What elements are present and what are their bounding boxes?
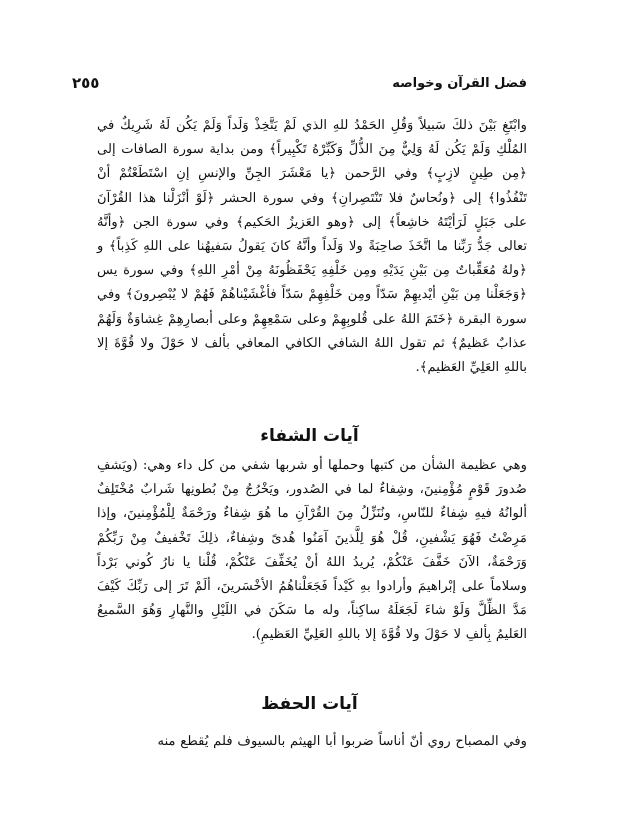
paragraph-1: وابْتَغِ بَيْنَ ذلكَ سَبيلاً وَقُلِ الحَمْدُ للهِ الذي لَمْ يَتَّخِذْ وَلَداً وَلَمْ يَكُن لَهُ شَرِيكٌ في المُلْكِ وَلَمْ يَكُن لَهُ وَلِيٌّ مِنَ الذُّلِّ وَكَبِّرْهُ تَكْبِيراً﴾ ومن بداية سورة الصافات إلى ﴿مِن طِينٍ لازِبٍ﴾ وفي الرَّحمن ﴿يا مَعْشَرَ الجِنِّ والإنسِ إنِ اسْتَطَعْتُمْ أنْ تَنْفُذُوا﴾ إلى ﴿ونُحاسٌ فلا تَنْتَصِرانِ﴾ وفي سورة الحشر ﴿لَوْ أنْزَلْنا هذا القُرْآنَ على جَبَلٍ لَرَأيْتَهُ خاشِعاً﴾ إلى ﴿وهو العَزيزُ الحَكيم﴾ وفي سورة الجن ﴿وأنَّهُ تعالى جَدُّ رَبِّنا ما اتَّخَذَ صاحِبَةً ولا وَلَداً وأنَّهُ كانَ يَقولُ سَفيهُنا على اللهِ كَذِباً﴾ و ﴿ولهُ مُعَقِّباتٌ مِن بَيْنِ يَدَيْهِ ومِن خَلْفِهِ يَحْفَظُونَهُ مِنْ أمْرِ اللهِ﴾ وفي سورة يس ﴿وَجَعَلْنا مِن بَيْنِ أيْديهِمْ سَدّاً ومِن خَلْفِهِمْ سَدّاً فأغْشَيْناهُمْ فَهُمْ لا يُبْصِرونَ﴾ وفي سورة البقرة ﴿خَتَمَ اللهُ على قُلوبِهِمْ وعلى سَمْعِهِمْ وعلى أبصارِهِمْ غِشاوَةٌ وَلَهُمْ عذابٌ عَظيمٌ﴾ ثم تقول اللهُ الشافي الكافي المعافي بألف لا حَوْلَ ولا قُوَّةَ إلا باللهِ العَلِيِّ العَظيم﴾. xyxy=(97,118,527,376)
paragraph-2: وهي عظيمة الشأن من كتبها وحملها أو شربها شفي من كل داء وهي: (ويَشفِ صُدورَ قَوْمٍ مُؤْمِنينَ، وشِفاءٌ لما في الصُدور، ويَخْرُجُ مِنْ بُطونِها شَرابٌ مُخْتَلِفٌ ألوانُهُ فيهِ شِفاءٌ للنّاسِ، ونُنَزِّلُ مِنَ القُرْآنِ ما هُوَ شِفاءٌ ورَحْمَةٌ لِلْمُؤْمِنينَ، وإذا مَرِضْتُ فَهُوَ يَشْفينِ، قُلْ هُوَ لِلَّذينَ آمَنُوا هُدىً وشِفاءٌ، ذلِكَ تَخْفيفٌ مِنْ رَبِّكُمْ وَرَحْمَةٌ، الآنَ خَفَّفَ عَنْكُمْ، يُريدُ اللهُ أنْ يُخَفِّفَ عَنْكُمْ، قُلْنا يا نارُ كُوني بَرْداً وسلاماً على إبْراهيمَ وأرادوا بهِ كَيْداً فَجَعَلْناهُمُ الأخْسَرينَ، ألَمْ تَرَ إلى رَبِّكَ كَيْفَ مَدَّ الظِّلَّ وَلَوْ شاءَ لَجَعَلَهُ ساكِناً، وله ما سَكَنَ في اللَيْلِ والنَّهارِ وَهُوَ السَّميعُ العَليمُ بِألفِ لا حَوْلَ ولا قُوَّةَ إلا باللهِ العَلِيِّ العَظيمِ). xyxy=(97,458,527,643)
body-block-1 xyxy=(97,114,527,380)
running-title: فضل القرآن وخواصه xyxy=(392,76,527,91)
section-heading-healing: آيات الشفاء xyxy=(260,426,359,446)
page-number: ٢٥٥ xyxy=(72,74,100,92)
paragraph-3: وفي المصباح روي أنّ أناساً ضربوا أبا الهيثم بالسيوف فلم يُقطع منه xyxy=(157,734,527,749)
section-heading-protection: آيات الحفظ xyxy=(261,694,358,714)
body-block-2 xyxy=(97,454,527,648)
body-block-3 xyxy=(97,730,527,754)
